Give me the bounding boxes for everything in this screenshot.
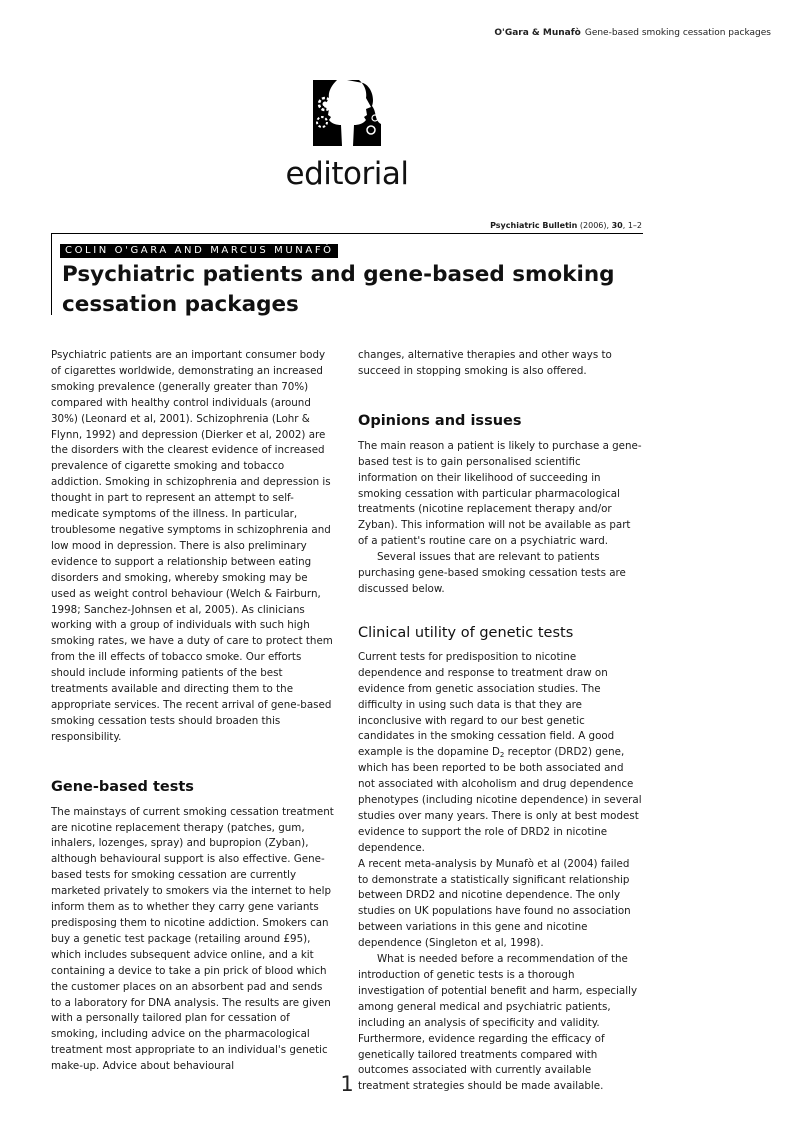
clinical-paragraph-2: A recent meta-analysis by Munafò et al (2004) failed to demonstrate a statistically significant relationship between DRD2 and nicotine dependence. The only studies on UK populations have found no association between variations in this gene and nicotine dependence (Singleton et al, 1998). [358, 857, 631, 950]
clinical-paragraph-1 [358, 650, 642, 857]
running-head [494, 28, 771, 38]
heading-opinions-and-issues: Opinions and issues [358, 412, 522, 429]
opinions-paragraph-1: The main reason a patient is likely to purchase a gene-based test is to gain personalised scientific information on their likelihood of succeeding in smoking cessation with particular pharmacological treatments (nicotine replacement therapy and/or Zyban). This information will not be available as part of a patient's routine care on a psychiatric ward. [358, 439, 642, 548]
subscript-2: 2 [499, 751, 505, 760]
journal-year: (2006), [579, 221, 610, 230]
title-side-rule [51, 233, 52, 315]
journal-volume: 30 [611, 221, 623, 230]
heading-gene-based-tests: Gene-based tests [51, 778, 194, 795]
right-column [358, 348, 642, 1095]
header-rule [51, 233, 643, 234]
running-head-title: Gene-based smoking cessation packages [584, 28, 771, 38]
page-number: 1 [340, 1072, 354, 1096]
heading-clinical-utility: Clinical utility of genetic tests [358, 624, 574, 641]
article-title: Psychiatric patients and gene-based smoking cessation packages [62, 262, 615, 317]
author-bar: COLIN O'GARA AND MARCUS MUNAFÒ [60, 244, 338, 258]
journal-reference [490, 221, 642, 230]
running-head-authors: O'Gara & Munafò [494, 28, 581, 38]
clinical-paragraph-3: What is needed before a recommendation of the introduction of genetic tests is a thorough investigation of potential benefit and harm, especially among general medical and psychiatric patients, including an analysis of specificity and validity. Furthermore, evidence regarding the efficacy of genetically tailored treatments compared with outcomes associated with currently available treatment strategies should be made available. [358, 953, 638, 1093]
gene-based-paragraph: The mainstays of current smoking cessation treatment are nicotine replacement therapy (patches, gum, inhalers, lozenges, spray) and bupropion (Zyban), although behavioural support is also effective. Gene-based tests for smoking cessation are currently marketed privately to smokers via the internet to help inform them as to whether they carry gene variants predisposing them to nicotine addiction. Smokers can buy a genetic test package (retailing around £95), which includes subsequent advice online, and a kit containing a device to take a pin prick of blood which the customer places on an absorbent pad and sends to a laboratory for DNA analysis. The results are given with a personally tailored plan for cessation of smoking, including advice on the pharmacological treatment most appropriate to an individual's genetic make-up. Advice about behavioural [51, 805, 334, 1073]
section-word: editorial [285, 156, 409, 192]
editorial-profile-heads-icon [313, 80, 381, 146]
opinions-paragraph-2: Several issues that are relevant to patients purchasing gene-based smoking cessation tests are discussed below. [358, 551, 626, 595]
continuation-paragraph: changes, alternative therapies and other ways to succeed in stopping smoking is also offered. [358, 349, 612, 377]
journal-pages: , 1–2 [622, 221, 642, 230]
journal-name: Psychiatric Bulletin [490, 221, 578, 230]
left-column [51, 348, 335, 1075]
intro-paragraph: Psychiatric patients are an important consumer body of cigarettes worldwide, demonstrating an increased smoking prevalence (generally greater than 70%) compared with healthy control individuals (around 30%) (Leonard et al, 2001). Schizophrenia (Lohr & Flynn, 1992) and depression (Dierker et al, 2002) are the disorders with the clearest evidence of increased prevalence of cigarette smoking and tobacco addiction. Smoking in schizophrenia and depression is thought in part to represent an attempt to self-medicate symptoms of the illness. In particular, troublesome negative symptoms in schizophrenia and low mood in depression. There is also preliminary evidence to support a relationship between eating disorders and smoking, whereby smoking may be used as weight control behaviour (Welch & Fairburn, 1998; Sanchez-Johnsen et al, 2005). As clinicians working with a group of individuals with such high smoking rates, we have a duty of care to protect them from the ill effects of tobacco smoke. Our efforts should include informing patients of the best treatments available and directing them to the appropriate services. The recent arrival of gene-based smoking cessation tests should broaden this responsibility. [51, 349, 333, 743]
clinical-text-b: receptor (DRD2) gene, which has been reported to be both associated and not associated with alcoholism and drug dependence phenotypes (including nicotine dependence) in several studies over many years. There is only at best modest evidence to support the role of DRD2 in nicotine dependence. [358, 746, 642, 854]
clinical-text-a: Current tests for predisposition to nicotine dependence and response to treatment draw on evidence from genetic association studies. The difficulty in using such data is that they are inconclusive with regard to our best genetic candidates in the smoking cessation field. A good example is the dopamine D [358, 650, 615, 759]
